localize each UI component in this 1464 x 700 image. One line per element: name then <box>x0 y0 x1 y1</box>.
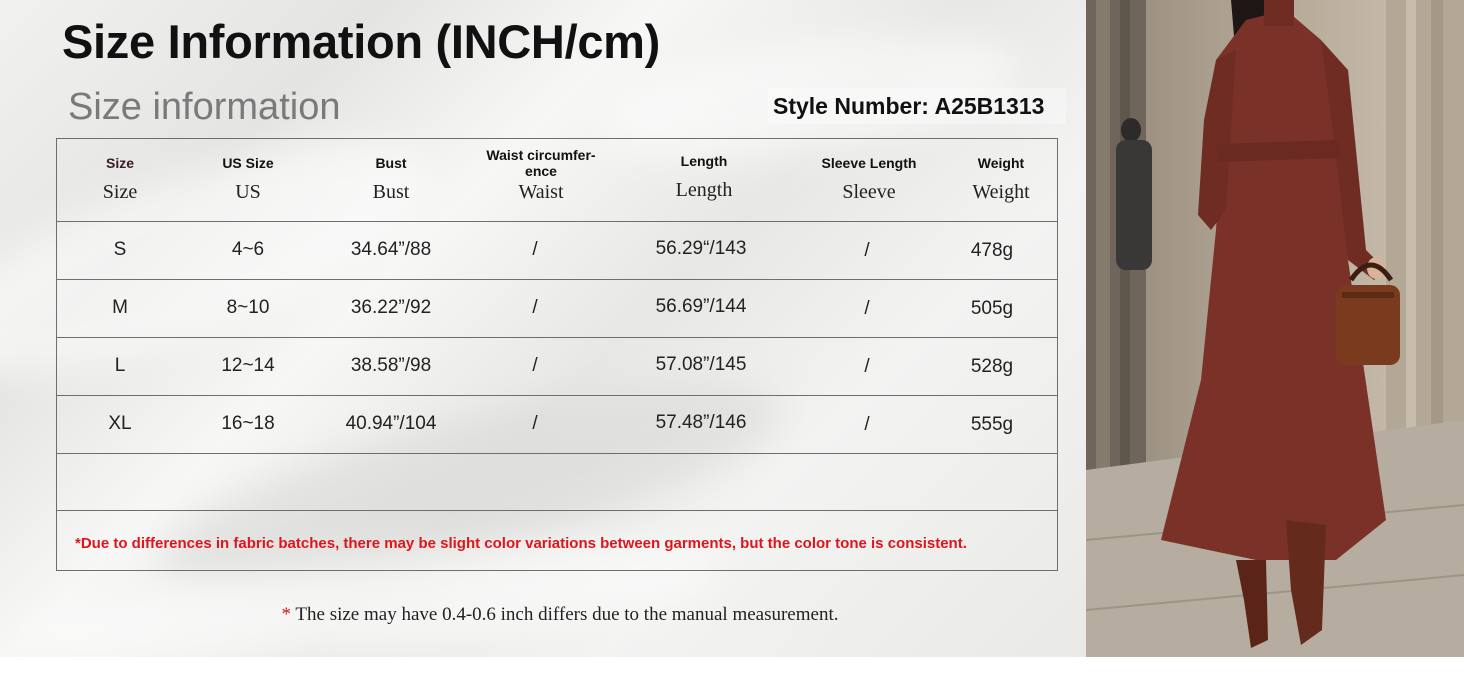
header-sublabel: US <box>235 181 261 203</box>
header-label: Waist circumfer- ence <box>486 147 596 179</box>
header-weight <box>943 155 1059 204</box>
cell-us-size: 4~6 <box>231 239 265 260</box>
cell-weight: 555g <box>970 414 1014 435</box>
model-photo <box>1086 0 1464 657</box>
cell-bust: 40.94”/104 <box>345 413 437 434</box>
cell-size: XL <box>108 413 132 434</box>
table-note-row <box>57 511 1057 571</box>
header-label: Sleeve Length <box>821 155 917 171</box>
cell-bust: 34.64”/88 <box>350 239 432 260</box>
cell-sleeve: / <box>864 414 870 435</box>
cell-bust: 38.58”/98 <box>350 355 432 376</box>
table-row <box>57 338 1057 396</box>
table-row <box>57 396 1057 454</box>
cell-size: L <box>114 355 126 376</box>
cell-waist: / <box>532 297 538 318</box>
header-sublabel: Length <box>675 179 733 201</box>
header-us-size <box>183 155 313 204</box>
background-pedestrian <box>1116 140 1152 270</box>
cell-us-size: 12~14 <box>221 355 275 376</box>
header-label: US Size <box>222 155 274 171</box>
header-length <box>613 153 795 202</box>
cell-size: M <box>112 297 128 318</box>
model-illustration <box>1086 0 1464 657</box>
footnote-star: * <box>281 604 291 625</box>
table-row <box>57 280 1057 338</box>
cell-us-size: 16~18 <box>221 413 275 434</box>
cell-length: 57.08”/145 <box>655 354 747 375</box>
header-label: Length <box>680 153 728 169</box>
color-variation-note: *Due to differences in fabric batches, there may be slight color variations between garments, but the color tone is consistent. <box>75 535 967 552</box>
section-label: Size information <box>68 86 341 128</box>
cell-us-size: 8~10 <box>226 297 270 318</box>
cell-length: 56.29“/143 <box>655 238 747 259</box>
header-bust <box>313 155 469 204</box>
table-row <box>57 222 1057 280</box>
cell-length: 57.48”/146 <box>655 412 747 433</box>
measurement-footnote <box>0 604 1086 626</box>
cell-sleeve: / <box>864 240 870 261</box>
cell-waist: / <box>532 355 538 376</box>
cell-waist: / <box>532 413 538 434</box>
page-title: Size Information (INCH/cm) <box>62 15 661 68</box>
header-label: Size <box>105 155 134 171</box>
header-sublabel: Bust <box>372 181 410 203</box>
cell-size: S <box>113 239 127 260</box>
header-sleeve-length <box>795 155 943 204</box>
header-sublabel: Sleeve <box>842 181 896 203</box>
header-waist <box>469 147 613 204</box>
cell-weight: 505g <box>970 298 1014 319</box>
cell-weight: 478g <box>970 240 1014 261</box>
cell-length: 56.69”/144 <box>655 296 747 317</box>
header-label: Weight <box>977 155 1025 171</box>
turtleneck-collar <box>1264 0 1294 26</box>
header-sublabel: Waist <box>518 181 564 203</box>
cell-bust: 36.22”/92 <box>350 297 432 318</box>
header-label: Bust <box>375 155 407 171</box>
header-sublabel: Size <box>102 181 138 203</box>
table-header-row <box>57 139 1057 222</box>
style-number: Style Number: A25B1313 <box>768 88 1066 124</box>
cell-waist: / <box>532 239 538 260</box>
table-empty-row <box>57 454 1057 511</box>
footnote-text: The size may have 0.4-0.6 inch differs due to the manual measurement. <box>291 604 839 625</box>
header-size <box>57 155 183 204</box>
cell-sleeve: / <box>864 356 870 377</box>
cell-sleeve: / <box>864 298 870 319</box>
cell-weight: 528g <box>970 356 1014 377</box>
header-sublabel: Weight <box>972 181 1030 203</box>
size-table <box>56 138 1058 571</box>
